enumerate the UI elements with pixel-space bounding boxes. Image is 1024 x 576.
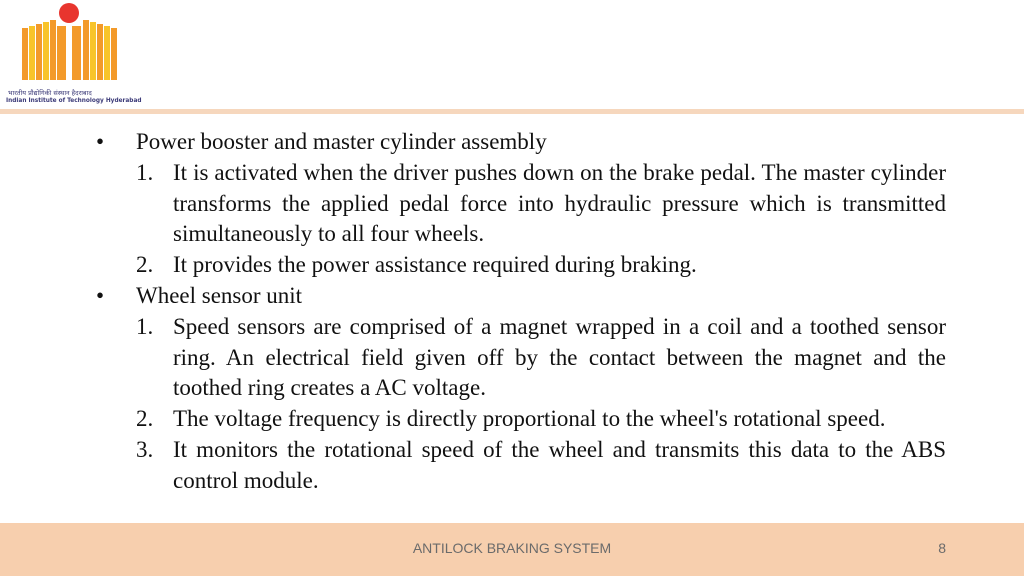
iith-logo-icon (20, 2, 120, 86)
bullet-title: Wheel sensor unit (136, 282, 303, 308)
bullet-point (96, 281, 946, 312)
footer-title: ANTILOCK BRAKING SYSTEM (412, 540, 612, 556)
page-number: 8 (938, 540, 946, 556)
iith-logo (6, 2, 142, 106)
header-divider (0, 109, 1024, 114)
bullet-title: Power booster and master cylinder assembly (136, 129, 547, 154)
numbered-item (96, 404, 946, 435)
slide-header (0, 0, 1024, 112)
bullet-icon: • (96, 129, 105, 154)
slide-body (96, 127, 946, 497)
item-text: The voltage frequency is directly proportional to the wheel's rotational speed. (173, 406, 886, 432)
item-number: 3. (136, 436, 154, 462)
bullet-point (96, 127, 946, 158)
item-number: 2. (136, 406, 154, 432)
logo-hindi-text: भारतीय प्रौद्योगिकी संस्थान हैदराबाद (8, 89, 92, 97)
item-text: Speed sensors are comprised of a magnet wrapped in a coil and a toothed sensor ring. An electrical field given off by the contact between the magnet and the toothed ring creates a AC voltage. (173, 313, 946, 401)
numbered-item (96, 250, 946, 281)
item-number: 1. (136, 313, 154, 339)
logo-english-text: Indian Institute of Technology Hyderabad (6, 98, 142, 104)
numbered-item (96, 158, 946, 250)
item-number: 2. (136, 252, 154, 278)
numbered-item (96, 312, 946, 404)
numbered-item (96, 435, 946, 497)
item-text: It monitors the rotational speed of the wheel and transmits this data to the ABS control module. (173, 436, 946, 493)
slide-footer (0, 523, 1024, 576)
bullet-icon: • (96, 282, 105, 308)
item-text: It provides the power assistance required during braking. (173, 252, 697, 278)
item-number: 1. (136, 159, 154, 185)
item-text: It is activated when the driver pushes down on the brake pedal. The master cylinder transforms the applied pedal force into hydraulic pressure which is transmitted simultaneously to all four wheels. (173, 159, 946, 247)
